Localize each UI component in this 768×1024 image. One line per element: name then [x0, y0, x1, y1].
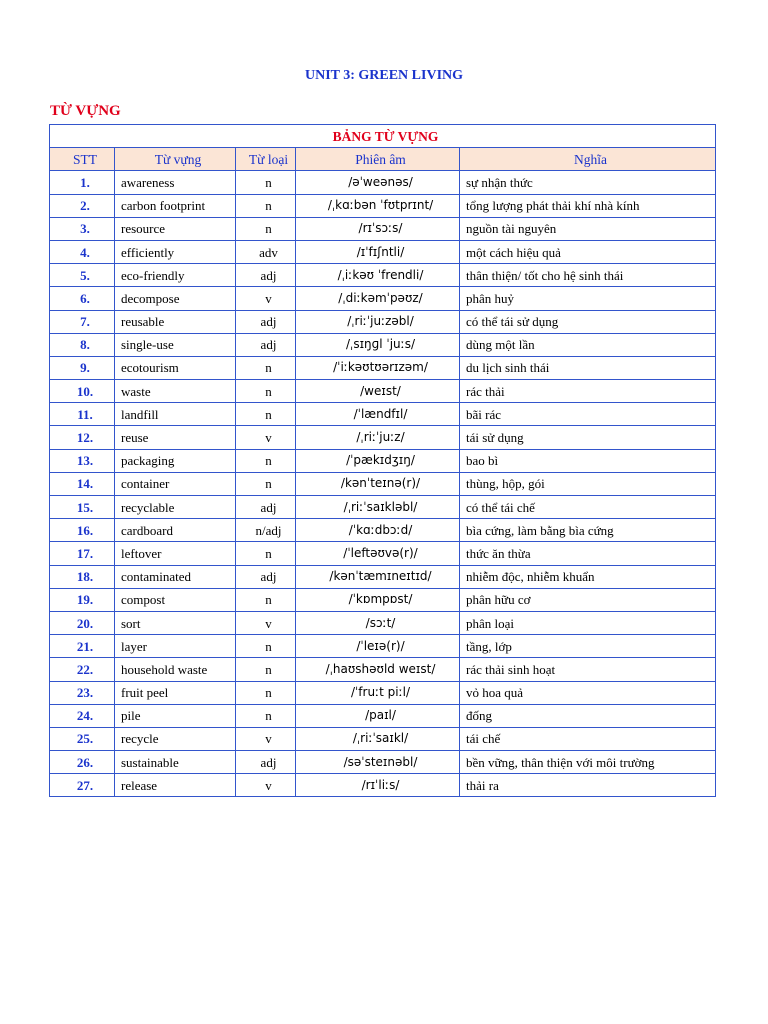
- ipa-cell: /ˌkɑːbən ˈfʊtprɪnt/: [296, 194, 460, 217]
- pos-cell: adj: [236, 751, 296, 774]
- ipa-cell: /ɪˈfɪʃntli/: [296, 240, 460, 263]
- meaning-cell: bao bì: [460, 449, 716, 472]
- word-cell: single-use: [115, 333, 236, 356]
- table-row: [50, 310, 716, 333]
- table-row: [50, 426, 716, 449]
- ipa-cell: /ˌriːˈsaɪkl/: [296, 727, 460, 750]
- ipa-cell: /ˈleftəʊvə(r)/: [296, 542, 460, 565]
- pos-cell: n: [236, 403, 296, 426]
- ipa-cell: /əˈweənəs/: [296, 171, 460, 194]
- word-cell: waste: [115, 380, 236, 403]
- word-cell: landfill: [115, 403, 236, 426]
- stt-cell: 1.: [50, 171, 115, 194]
- table-row: [50, 635, 716, 658]
- header-word: Từ vựng: [115, 148, 236, 171]
- pos-cell: v: [236, 774, 296, 797]
- vocabulary-table: [49, 124, 716, 797]
- table-row: [50, 496, 716, 519]
- stt-cell: 10.: [50, 380, 115, 403]
- word-cell: household waste: [115, 658, 236, 681]
- table-row: [50, 727, 716, 750]
- word-cell: resource: [115, 217, 236, 240]
- pos-cell: adj: [236, 310, 296, 333]
- word-cell: reusable: [115, 310, 236, 333]
- ipa-cell: /rɪˈliːs/: [296, 774, 460, 797]
- ipa-cell: /ˈkɑːdbɔːd/: [296, 519, 460, 542]
- pos-cell: n: [236, 472, 296, 495]
- pos-cell: n: [236, 658, 296, 681]
- stt-cell: 22.: [50, 658, 115, 681]
- meaning-cell: bền vững, thân thiện với môi trường: [460, 751, 716, 774]
- ipa-cell: /ˌiːkəʊ ˈfrendli/: [296, 264, 460, 287]
- meaning-cell: dùng một lần: [460, 333, 716, 356]
- stt-cell: 9.: [50, 356, 115, 379]
- word-cell: awareness: [115, 171, 236, 194]
- ipa-cell: /ˈleɪə(r)/: [296, 635, 460, 658]
- pos-cell: n/adj: [236, 519, 296, 542]
- ipa-cell: /ˌriːˈjuːz/: [296, 426, 460, 449]
- ipa-cell: /ˈpækɪdʒɪŋ/: [296, 449, 460, 472]
- stt-cell: 23.: [50, 681, 115, 704]
- meaning-cell: có thể tái sử dụng: [460, 310, 716, 333]
- word-cell: recyclable: [115, 496, 236, 519]
- stt-cell: 21.: [50, 635, 115, 658]
- stt-cell: 2.: [50, 194, 115, 217]
- meaning-cell: một cách hiệu quả: [460, 240, 716, 263]
- table-row: [50, 356, 716, 379]
- ipa-cell: /ˈfruːt piːl/: [296, 681, 460, 704]
- stt-cell: 16.: [50, 519, 115, 542]
- word-cell: packaging: [115, 449, 236, 472]
- stt-cell: 26.: [50, 751, 115, 774]
- meaning-cell: phân huỷ: [460, 287, 716, 310]
- meaning-cell: phân hữu cơ: [460, 588, 716, 611]
- ipa-cell: /ˌsɪŋɡl ˈjuːs/: [296, 333, 460, 356]
- meaning-cell: rác thải: [460, 380, 716, 403]
- word-cell: pile: [115, 704, 236, 727]
- header-stt: STT: [50, 148, 115, 171]
- table-row: [50, 380, 716, 403]
- meaning-cell: phân loại: [460, 611, 716, 634]
- ipa-cell: /sɔːt/: [296, 611, 460, 634]
- word-cell: sort: [115, 611, 236, 634]
- word-cell: efficiently: [115, 240, 236, 263]
- word-cell: contaminated: [115, 565, 236, 588]
- pos-cell: adj: [236, 496, 296, 519]
- stt-cell: 25.: [50, 727, 115, 750]
- meaning-cell: thải ra: [460, 774, 716, 797]
- table-row: [50, 403, 716, 426]
- ipa-cell: /ˈlændfɪl/: [296, 403, 460, 426]
- table-row: [50, 611, 716, 634]
- unit-title: UNIT 3: GREEN LIVING: [304, 68, 464, 83]
- stt-cell: 17.: [50, 542, 115, 565]
- stt-cell: 12.: [50, 426, 115, 449]
- word-cell: sustainable: [115, 751, 236, 774]
- stt-cell: 6.: [50, 287, 115, 310]
- header-meaning: Nghĩa: [460, 148, 716, 171]
- ipa-cell: /kənˈtæmɪneɪtɪd/: [296, 565, 460, 588]
- table-header-row: [50, 148, 716, 171]
- pos-cell: n: [236, 704, 296, 727]
- ipa-cell: /ˈkɒmpɒst/: [296, 588, 460, 611]
- word-cell: leftover: [115, 542, 236, 565]
- table-row: [50, 542, 716, 565]
- meaning-cell: sự nhận thức: [460, 171, 716, 194]
- table-row: [50, 658, 716, 681]
- meaning-cell: tổng lượng phát thải khí nhà kính: [460, 194, 716, 217]
- table-row: [50, 264, 716, 287]
- stt-cell: 13.: [50, 449, 115, 472]
- pos-cell: adj: [236, 333, 296, 356]
- ipa-cell: /kənˈteɪnə(r)/: [296, 472, 460, 495]
- table-row: [50, 472, 716, 495]
- pos-cell: n: [236, 380, 296, 403]
- meaning-cell: tầng, lớp: [460, 635, 716, 658]
- pos-cell: n: [236, 356, 296, 379]
- ipa-cell: /səˈsteɪnəbl/: [296, 751, 460, 774]
- ipa-cell: /paɪl/: [296, 704, 460, 727]
- pos-cell: v: [236, 426, 296, 449]
- stt-cell: 8.: [50, 333, 115, 356]
- stt-cell: 18.: [50, 565, 115, 588]
- pos-cell: n: [236, 588, 296, 611]
- meaning-cell: có thể tái chế: [460, 496, 716, 519]
- stt-cell: 3.: [50, 217, 115, 240]
- stt-cell: 19.: [50, 588, 115, 611]
- word-cell: reuse: [115, 426, 236, 449]
- table-row: [50, 519, 716, 542]
- meaning-cell: bãi rác: [460, 403, 716, 426]
- meaning-cell: rác thải sinh hoạt: [460, 658, 716, 681]
- table-caption-row: [50, 125, 716, 148]
- section-title: TỪ VỰNG: [50, 103, 121, 119]
- word-cell: cardboard: [115, 519, 236, 542]
- pos-cell: n: [236, 217, 296, 240]
- word-cell: compost: [115, 588, 236, 611]
- table-row: [50, 287, 716, 310]
- stt-cell: 27.: [50, 774, 115, 797]
- table-row: [50, 194, 716, 217]
- meaning-cell: đống: [460, 704, 716, 727]
- header-ipa: Phiên âm: [296, 148, 460, 171]
- ipa-cell: /ˌriːˈsaɪkləbl/: [296, 496, 460, 519]
- stt-cell: 15.: [50, 496, 115, 519]
- table-row: [50, 588, 716, 611]
- meaning-cell: tái sử dụng: [460, 426, 716, 449]
- ipa-cell: /ˌriːˈjuːzəbl/: [296, 310, 460, 333]
- meaning-cell: nguồn tài nguyên: [460, 217, 716, 240]
- stt-cell: 4.: [50, 240, 115, 263]
- ipa-cell: /ˈiːkəʊtʊərɪzəm/: [296, 356, 460, 379]
- word-cell: fruit peel: [115, 681, 236, 704]
- meaning-cell: du lịch sinh thái: [460, 356, 716, 379]
- ipa-cell: /rɪˈsɔːs/: [296, 217, 460, 240]
- pos-cell: adv: [236, 240, 296, 263]
- stt-cell: 5.: [50, 264, 115, 287]
- stt-cell: 11.: [50, 403, 115, 426]
- table-row: [50, 681, 716, 704]
- stt-cell: 7.: [50, 310, 115, 333]
- meaning-cell: thân thiện/ tốt cho hệ sinh thái: [460, 264, 716, 287]
- table-row: [50, 333, 716, 356]
- meaning-cell: bìa cứng, làm bằng bìa cứng: [460, 519, 716, 542]
- ipa-cell: /ˌdiːkəmˈpəʊz/: [296, 287, 460, 310]
- pos-cell: n: [236, 542, 296, 565]
- table-caption: BẢNG TỪ VỰNG: [50, 125, 716, 148]
- table-row: [50, 565, 716, 588]
- table-row: [50, 240, 716, 263]
- table-body: [50, 171, 716, 797]
- word-cell: release: [115, 774, 236, 797]
- stt-cell: 20.: [50, 611, 115, 634]
- table-row: [50, 449, 716, 472]
- pos-cell: adj: [236, 565, 296, 588]
- meaning-cell: vỏ hoa quả: [460, 681, 716, 704]
- meaning-cell: thức ăn thừa: [460, 542, 716, 565]
- ipa-cell: /weɪst/: [296, 380, 460, 403]
- meaning-cell: tái chế: [460, 727, 716, 750]
- word-cell: layer: [115, 635, 236, 658]
- pos-cell: v: [236, 287, 296, 310]
- table-row: [50, 704, 716, 727]
- header-pos: Từ loại: [236, 148, 296, 171]
- table-row: [50, 171, 716, 194]
- pos-cell: v: [236, 727, 296, 750]
- meaning-cell: nhiễm độc, nhiễm khuẩn: [460, 565, 716, 588]
- word-cell: carbon footprint: [115, 194, 236, 217]
- pos-cell: n: [236, 171, 296, 194]
- pos-cell: n: [236, 449, 296, 472]
- table-row: [50, 217, 716, 240]
- word-cell: eco-friendly: [115, 264, 236, 287]
- word-cell: decompose: [115, 287, 236, 310]
- table-row: [50, 751, 716, 774]
- word-cell: recycle: [115, 727, 236, 750]
- pos-cell: n: [236, 681, 296, 704]
- ipa-cell: /ˌhaʊshəʊld weɪst/: [296, 658, 460, 681]
- pos-cell: n: [236, 194, 296, 217]
- table-row: [50, 774, 716, 797]
- meaning-cell: thùng, hộp, gói: [460, 472, 716, 495]
- stt-cell: 24.: [50, 704, 115, 727]
- pos-cell: v: [236, 611, 296, 634]
- stt-cell: 14.: [50, 472, 115, 495]
- word-cell: container: [115, 472, 236, 495]
- word-cell: ecotourism: [115, 356, 236, 379]
- pos-cell: adj: [236, 264, 296, 287]
- pos-cell: n: [236, 635, 296, 658]
